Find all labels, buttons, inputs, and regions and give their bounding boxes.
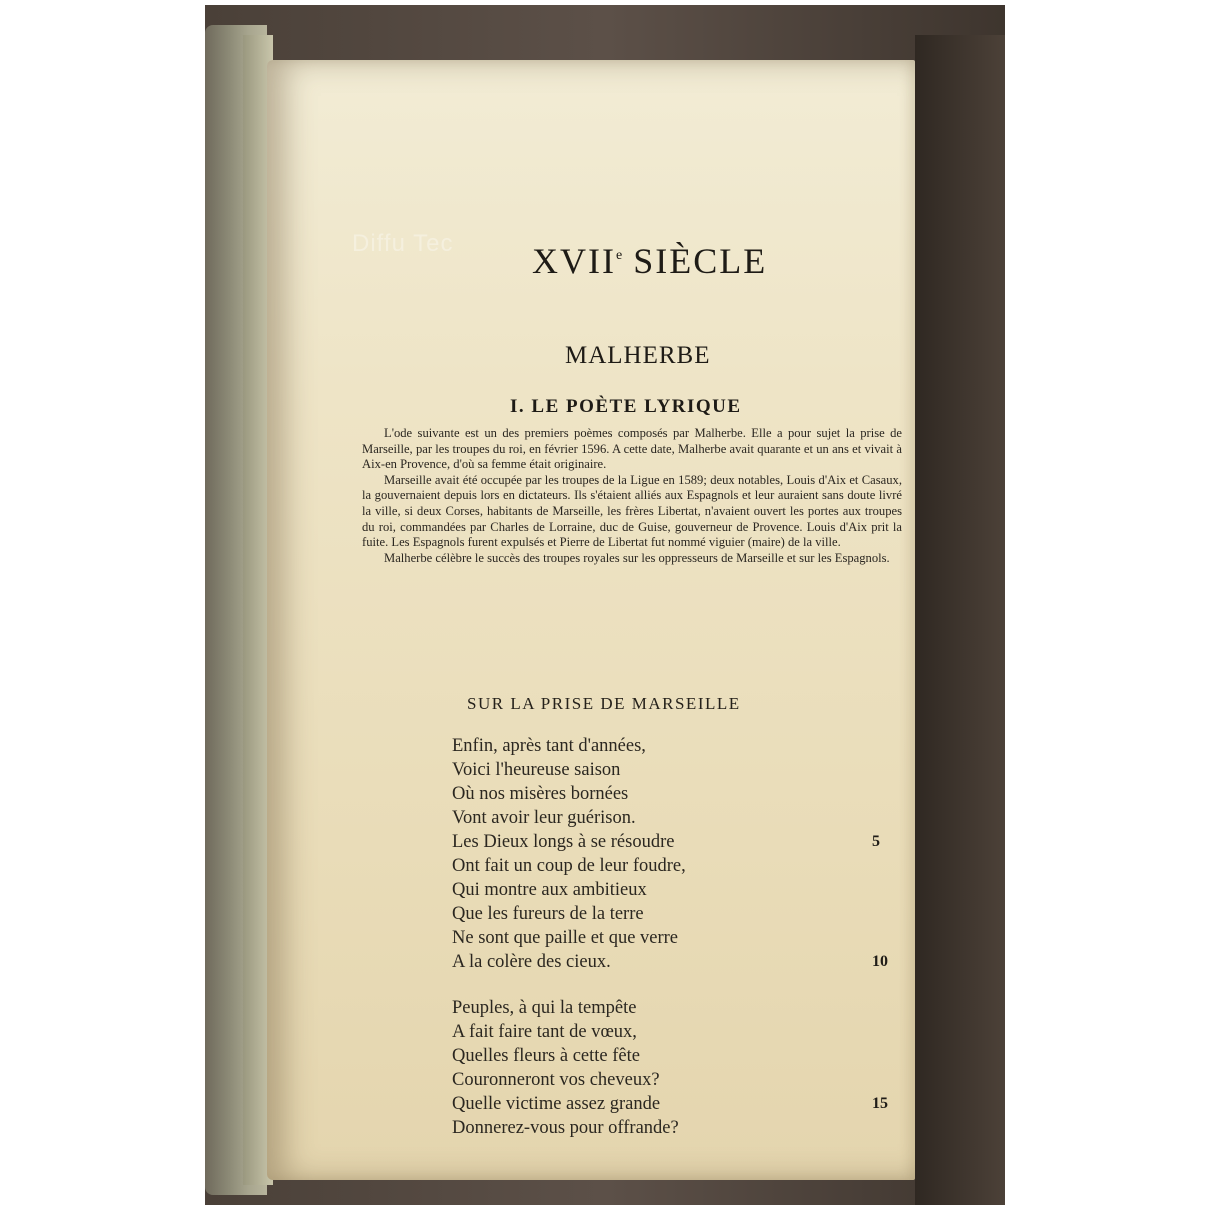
poem-line: Enfin, après tant d'années, [452, 736, 646, 756]
intro-paragraph: L'ode suivante est un des premiers poèmes composés par Malherbe. Elle a pour sujet la prise de Marseille, par les troupes du roi, en février 1596. A cette date, Malherbe avait quarante et un ans et vivait à Aix-en Provence, d'où sa femme était originaire. [362, 426, 902, 472]
poem-line: Voici l'heureuse saison [452, 760, 621, 780]
poem-line: Couronneront vos cheveux? [452, 1070, 660, 1090]
poem-line: Peuples, à qui la tempête [452, 998, 637, 1018]
poem-line: Les Dieux longs à se résoudre 5 [452, 832, 880, 852]
century-word: SIÈCLE [633, 241, 768, 281]
author-heading: MALHERBE [565, 342, 711, 369]
poem-line: A fait faire tant de vœux, [452, 1022, 637, 1042]
poem-title: SUR LA PRISE DE MARSEILLE [467, 694, 741, 713]
line-number: 15 [872, 1095, 888, 1112]
poem-line: Quelle victime assez grande 15 [452, 1094, 888, 1114]
poem-line: Ont fait un coup de leur foudre, [452, 856, 686, 876]
book-photo [205, 5, 1005, 1205]
poem-line: Qui montre aux ambitieux [452, 880, 647, 900]
poem-line: Que les fureurs de la terre [452, 904, 644, 924]
intro-paragraph: Malherbe célèbre le succès des troupes royales sur les oppresseurs de Marseille et sur les Espagnols. [384, 550, 890, 565]
poem-line: Donnerez-vous pour offrande? [452, 1118, 679, 1138]
poem-stanza [452, 734, 912, 974]
century-roman: XVII [532, 241, 616, 281]
poem-line: Ne sont que paille et que verre [452, 928, 679, 948]
century-sup: e [615, 248, 623, 263]
poem-line: A la colère des cieux. 10 [452, 952, 888, 972]
intro-text [362, 426, 902, 566]
intro-paragraph: Marseille avait été occupée par les troupes de la Ligue en 1589; deux notables, Louis d'Aix et Casaux, la gouvernaient depuis lors en dictateurs. Ils s'étaient alliés aux Espagnols et leur auraient sans doute livré la ville, si deux Corses, habitants de Marseille, les frères Libertat, n'avaient ouvert les portes aux troupes du roi, commandées par Charles de Lorraine, duc de Guise, gouverneur de Provence. Louis d'Aix prit la fuite. Les Espagnols furent expulsés et Pierre de Libertat fut nommé viguier (maire) de la ville. [362, 472, 902, 550]
poem-line: Où nos misères bornées [452, 784, 629, 804]
poem-stanza [452, 996, 912, 1140]
poem-line: Vont avoir leur guérison. [452, 808, 636, 828]
background-shadow [915, 35, 1005, 1205]
book-page [267, 60, 915, 1180]
poem-line: Quelles fleurs à cette fête [452, 1046, 640, 1066]
watermark: Diffu Tec [352, 230, 454, 257]
century-heading [532, 240, 767, 282]
section-heading: I. LE POÈTE LYRIQUE [510, 396, 742, 417]
line-number: 5 [872, 833, 880, 850]
line-number: 10 [872, 953, 888, 970]
